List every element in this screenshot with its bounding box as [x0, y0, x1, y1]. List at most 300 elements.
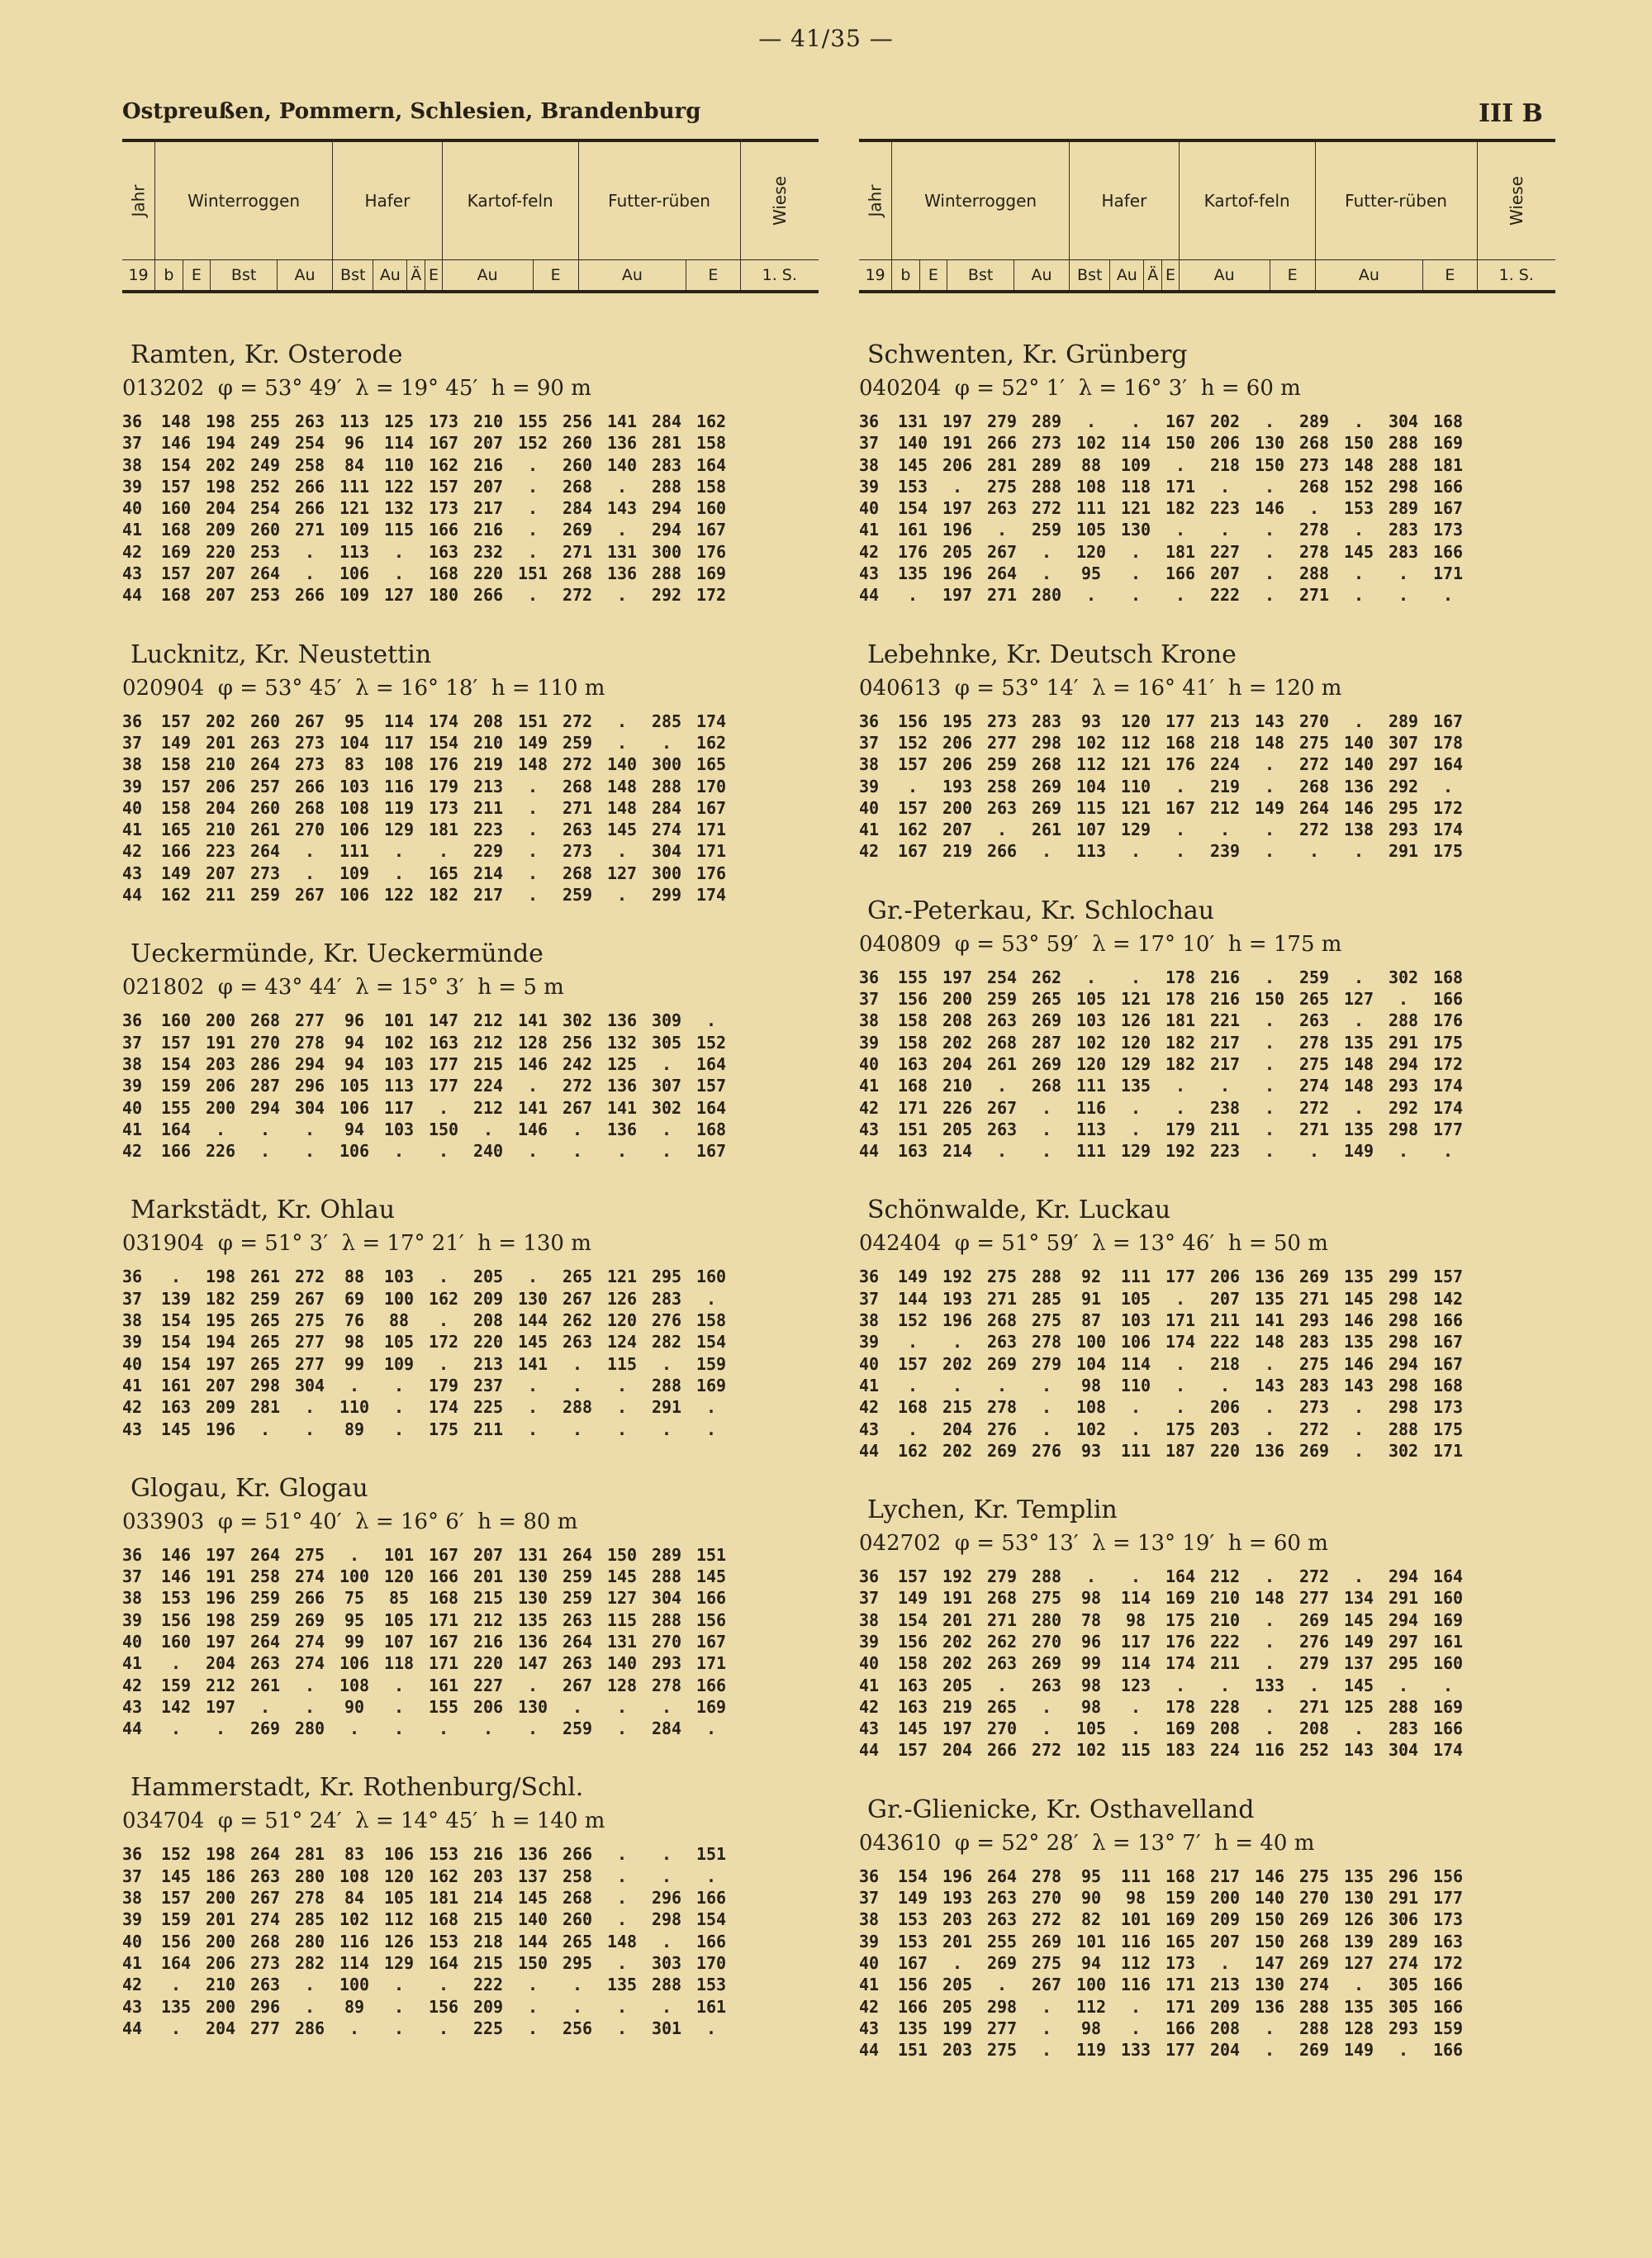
value-cell: .: [616, 1419, 628, 1439]
value-cell: 154: [160, 1310, 192, 1331]
value-cell: 219: [942, 841, 973, 862]
value-cell: 216: [472, 520, 504, 540]
value-cell: 162: [695, 732, 727, 753]
value-cell: 216: [472, 1844, 504, 1865]
year-cell: 37: [122, 433, 143, 454]
value-cell: 175: [1432, 1419, 1464, 1439]
value-cell: 298: [986, 1996, 1018, 2017]
value-cell: 166: [1432, 1718, 1464, 1739]
value-cell: 167: [1432, 711, 1464, 731]
value-cell: 280: [294, 1866, 325, 1886]
value-cell: 140: [606, 1653, 638, 1674]
value-cell: 201: [205, 732, 236, 753]
value-cell: 222: [1209, 1332, 1241, 1352]
value-cell: 163: [160, 1397, 192, 1418]
value-cell: 212: [472, 1032, 504, 1053]
value-cell: 263: [249, 732, 281, 753]
value-cell: 110: [1120, 1375, 1151, 1395]
value-cell: 169: [1432, 433, 1464, 454]
value-cell: 155: [428, 1696, 459, 1717]
value-cell: 172: [1432, 797, 1464, 818]
value-cell: 268: [986, 1032, 1018, 1053]
value-cell: 164: [160, 1952, 192, 1973]
value-cell: .: [616, 1866, 628, 1886]
value-cell: 258: [986, 776, 1018, 796]
year-cell: 36: [859, 967, 880, 987]
value-cell: 162: [897, 1440, 928, 1461]
value-cell: 159: [160, 1909, 192, 1930]
value-cell: .: [907, 776, 919, 796]
value-cell: 152: [1343, 476, 1374, 497]
value-cell: .: [1353, 1097, 1365, 1118]
header-hafer: Hafer: [1070, 140, 1180, 260]
value-cell: 239: [1209, 841, 1241, 862]
value-cell: 182: [1165, 1053, 1196, 1074]
value-cell: 200: [942, 797, 973, 818]
value-cell: 159: [695, 1353, 727, 1374]
value-cell: 175: [1165, 1609, 1196, 1630]
year-cell: 44: [859, 585, 880, 606]
value-cell: 117: [383, 1097, 415, 1118]
value-cell: .: [170, 1267, 182, 1287]
value-cell: 128: [517, 1032, 548, 1053]
year-cell: 37: [859, 1588, 880, 1609]
value-cell: 277: [294, 1353, 325, 1374]
value-cell: 209: [1209, 1996, 1241, 2017]
value-cell: 200: [942, 989, 973, 1010]
value-cell: 275: [986, 476, 1018, 497]
value-cell: 142: [1432, 1288, 1464, 1309]
value-cell: 150: [1254, 1909, 1285, 1930]
station-section: [859, 1195, 1555, 1462]
value-cell: 112: [383, 1909, 415, 1930]
value-cell: 168: [1432, 967, 1464, 987]
value-cell: .: [349, 1544, 360, 1565]
value-cell: .: [1264, 1397, 1275, 1418]
value-cell: 150: [1343, 433, 1374, 454]
value-cell: 161: [897, 520, 928, 540]
year-cell: 38: [122, 1588, 143, 1609]
value-cell: 213: [472, 1353, 504, 1374]
value-cell: .: [661, 1696, 672, 1717]
value-cell: .: [1264, 754, 1275, 775]
station-coordinates: 040809 φ = 53° 59′ λ = 17° 10′ h = 175 m: [859, 931, 1342, 957]
value-cell: 211: [472, 797, 504, 818]
table-header-right: [859, 139, 1555, 293]
value-cell: 254: [986, 967, 1018, 987]
value-cell: 263: [562, 1609, 593, 1630]
table-row: [859, 1696, 1555, 1718]
value-cell: .: [527, 1076, 539, 1096]
value-cell: 113: [339, 411, 370, 431]
value-cell: 137: [1343, 1653, 1374, 1674]
value-cell: 298: [249, 1375, 281, 1395]
value-cell: 269: [1031, 776, 1062, 796]
value-cell: 268: [562, 776, 593, 796]
table-row: [122, 1566, 819, 1587]
value-cell: 120: [383, 1866, 415, 1886]
table-row: [859, 819, 1555, 840]
year-cell: 40: [122, 1353, 143, 1374]
value-cell: 269: [986, 1952, 1018, 1973]
value-cell: 227: [472, 1675, 504, 1695]
value-cell: 102: [1075, 433, 1107, 454]
value-cell: .: [996, 1975, 1008, 1995]
year-cell: 42: [122, 1397, 143, 1418]
value-cell: 206: [942, 454, 973, 475]
value-cell: 237: [472, 1375, 504, 1395]
table-row: [859, 584, 1555, 606]
value-cell: 176: [897, 541, 928, 562]
value-cell: 121: [1120, 989, 1151, 1010]
value-cell: 197: [942, 498, 973, 519]
value-cell: 261: [249, 820, 281, 840]
value-cell: 124: [606, 1332, 638, 1352]
value-cell: 158: [160, 797, 192, 818]
value-cell: .: [1130, 967, 1142, 987]
value-cell: 281: [986, 454, 1018, 475]
value-cell: 112: [1075, 1996, 1107, 2017]
value-cell: 208: [1209, 1718, 1241, 1739]
value-cell: 287: [1031, 1032, 1062, 1053]
value-cell: 164: [695, 1097, 727, 1118]
value-cell: 83: [344, 1844, 365, 1865]
value-cell: 150: [1254, 1931, 1285, 1951]
value-cell: 156: [160, 1931, 192, 1951]
value-cell: 159: [1165, 1888, 1196, 1909]
value-cell: 264: [249, 841, 281, 862]
value-cell: 266: [294, 585, 325, 606]
value-cell: 174: [428, 1397, 459, 1418]
value-cell: 293: [1388, 1076, 1419, 1096]
value-cell: 223: [205, 841, 236, 862]
value-cell: 288: [562, 1397, 593, 1418]
value-cell: 238: [1209, 1097, 1241, 1118]
table-row: [122, 1010, 819, 1031]
value-cell: 178: [1165, 967, 1196, 987]
value-cell: 269: [1031, 1010, 1062, 1031]
value-cell: 113: [383, 1076, 415, 1096]
table-row: [122, 1587, 819, 1609]
value-cell: 146: [1254, 498, 1285, 519]
table-row: [859, 1419, 1555, 1440]
value-cell: 304: [651, 1588, 682, 1609]
year-cell: 40: [859, 1653, 880, 1674]
value-cell: 283: [651, 1288, 682, 1309]
value-cell: 267: [562, 1675, 593, 1695]
value-cell: 173: [1432, 1909, 1464, 1930]
value-cell: 175: [1165, 1419, 1196, 1439]
value-cell: 114: [1120, 1653, 1151, 1674]
value-cell: 261: [249, 1267, 281, 1287]
value-cell: 289: [1031, 411, 1062, 431]
value-cell: 105: [1120, 1288, 1151, 1309]
value-cell: 259: [249, 1288, 281, 1309]
value-cell: 262: [562, 1310, 593, 1331]
station-coordinates: 013202 φ = 53° 49′ λ = 19° 45′ h = 90 m: [122, 376, 591, 401]
value-cell: .: [1175, 1675, 1186, 1695]
left-column: [122, 139, 819, 2039]
value-cell: .: [1264, 1353, 1275, 1374]
value-cell: 207: [205, 863, 236, 883]
value-cell: 305: [1388, 1996, 1419, 2017]
value-cell: 266: [294, 476, 325, 497]
value-cell: 149: [897, 1588, 928, 1609]
value-cell: 288: [651, 776, 682, 796]
value-cell: .: [527, 2018, 539, 2038]
station-section: [122, 1772, 819, 2039]
value-cell: 278: [1298, 541, 1330, 562]
value-cell: 114: [339, 1952, 370, 1973]
value-cell: 120: [1120, 711, 1151, 731]
value-cell: 169: [695, 563, 727, 584]
value-cell: 166: [160, 841, 192, 862]
value-cell: 270: [1298, 1888, 1330, 1909]
value-cell: 266: [294, 498, 325, 519]
value-cell: 89: [344, 1419, 365, 1439]
value-cell: 214: [472, 863, 504, 883]
value-cell: 259: [562, 1566, 593, 1587]
value-cell: 201: [205, 1909, 236, 1930]
value-cell: 288: [1298, 2018, 1330, 2038]
value-cell: 269: [986, 1440, 1018, 1461]
value-cell: 151: [695, 1844, 727, 1865]
value-cell: 265: [249, 1310, 281, 1331]
value-cell: 127: [1343, 1952, 1374, 1973]
value-cell: 108: [339, 1675, 370, 1695]
table-row: [122, 797, 819, 819]
value-cell: 263: [562, 1332, 593, 1352]
value-cell: 259: [249, 1588, 281, 1609]
year-cell: 37: [859, 1288, 880, 1309]
value-cell: .: [616, 1375, 628, 1395]
value-cell: 98: [1080, 1696, 1102, 1717]
value-cell: .: [661, 1119, 672, 1139]
value-cell: 269: [1298, 1909, 1330, 1930]
value-cell: 183: [1165, 1740, 1196, 1761]
value-cell: 158: [897, 1032, 928, 1053]
value-cell: 169: [695, 1696, 727, 1717]
year-cell: 36: [122, 1544, 143, 1565]
year-cell: 38: [859, 754, 880, 775]
value-cell: 148: [517, 754, 548, 775]
table-row: [122, 1288, 819, 1310]
value-cell: 283: [651, 454, 682, 475]
value-cell: .: [1264, 1653, 1275, 1674]
table-row: [122, 454, 819, 476]
table-row: [859, 1909, 1555, 1930]
value-cell: 207: [1209, 563, 1241, 584]
value-cell: .: [1130, 1696, 1142, 1717]
value-cell: .: [527, 1375, 539, 1395]
value-cell: 207: [205, 563, 236, 584]
value-cell: 288: [1298, 1996, 1330, 2017]
value-cell: 268: [249, 1931, 281, 1951]
value-cell: 281: [651, 433, 682, 454]
value-cell: 136: [606, 1119, 638, 1139]
value-cell: 158: [897, 1653, 928, 1674]
value-cell: .: [304, 541, 316, 562]
value-cell: 210: [1209, 1588, 1241, 1609]
value-cell: 264: [562, 1544, 593, 1565]
value-cell: 143: [1254, 1375, 1285, 1395]
value-cell: 111: [339, 841, 370, 862]
value-cell: 264: [249, 1844, 281, 1865]
value-cell: 166: [1432, 2040, 1464, 2061]
value-cell: 69: [344, 1288, 365, 1309]
value-cell: 167: [695, 1141, 727, 1162]
value-cell: 120: [1075, 1053, 1107, 1074]
value-cell: 198: [205, 1844, 236, 1865]
value-cell: 116: [1120, 1931, 1151, 1951]
value-cell: 160: [1432, 1653, 1464, 1674]
value-cell: 161: [695, 1996, 727, 2017]
value-cell: 137: [517, 1866, 548, 1886]
value-cell: 304: [1388, 411, 1419, 431]
value-cell: 293: [1298, 1310, 1330, 1331]
value-cell: 113: [1075, 1119, 1107, 1139]
value-cell: 266: [986, 433, 1018, 454]
value-cell: 271: [986, 585, 1018, 606]
value-cell: 131: [606, 541, 638, 562]
value-cell: 103: [1075, 1010, 1107, 1031]
year-cell: 43: [122, 563, 143, 584]
value-cell: 152: [897, 732, 928, 753]
value-cell: 272: [1031, 498, 1062, 519]
table-row: [859, 732, 1555, 753]
value-cell: 105: [1075, 520, 1107, 540]
value-cell: 166: [695, 1675, 727, 1695]
value-cell: 82: [1080, 1909, 1102, 1930]
value-cell: 143: [1343, 1375, 1374, 1395]
year-cell: 40: [859, 498, 880, 519]
value-cell: .: [304, 1141, 316, 1162]
value-cell: 169: [1432, 1609, 1464, 1630]
value-cell: 121: [1120, 498, 1151, 519]
value-cell: 304: [294, 1097, 325, 1118]
value-cell: .: [1264, 967, 1275, 987]
value-cell: 268: [249, 1010, 281, 1031]
year-cell: 39: [122, 776, 143, 796]
table-row: [122, 1353, 819, 1375]
value-cell: 295: [1388, 1653, 1419, 1674]
value-cell: 176: [428, 754, 459, 775]
value-cell: .: [1353, 1566, 1365, 1587]
value-cell: .: [661, 1844, 672, 1865]
value-cell: 157: [160, 776, 192, 796]
value-cell: 260: [249, 711, 281, 731]
value-cell: 204: [205, 1653, 236, 1674]
value-cell: 109: [339, 520, 370, 540]
value-cell: 288: [651, 1975, 682, 1995]
value-cell: 177: [1165, 1267, 1196, 1287]
value-cell: 260: [562, 433, 593, 454]
value-cell: 159: [1432, 2018, 1464, 2038]
value-cell: 113: [339, 541, 370, 562]
value-cell: 219: [942, 1696, 973, 1717]
value-cell: 116: [383, 776, 415, 796]
value-cell: 148: [606, 797, 638, 818]
value-cell: 215: [942, 1397, 973, 1418]
value-cell: 94: [1080, 1952, 1102, 1973]
value-cell: 135: [1343, 1332, 1374, 1352]
value-cell: 294: [1388, 1353, 1419, 1374]
value-cell: 300: [651, 863, 682, 883]
value-cell: 268: [562, 476, 593, 497]
value-cell: 171: [695, 820, 727, 840]
value-cell: 273: [1298, 454, 1330, 475]
year-cell: 38: [122, 454, 143, 475]
value-cell: 166: [1432, 989, 1464, 1010]
value-cell: 100: [1075, 1332, 1107, 1352]
value-cell: 267: [249, 1888, 281, 1909]
value-cell: 143: [1343, 1740, 1374, 1761]
year-cell: 44: [122, 1718, 143, 1739]
table-row: [122, 840, 819, 862]
value-cell: .: [1130, 585, 1142, 606]
year-cell: 38: [859, 1010, 880, 1031]
value-cell: 164: [160, 1119, 192, 1139]
value-cell: 168: [1432, 411, 1464, 431]
value-cell: 264: [986, 563, 1018, 584]
value-cell: .: [393, 1975, 405, 1995]
value-cell: 288: [651, 1375, 682, 1395]
value-cell: 141: [606, 1097, 638, 1118]
value-cell: .: [616, 476, 628, 497]
value-cell: 257: [249, 776, 281, 796]
value-cell: .: [616, 520, 628, 540]
value-cell: 126: [606, 1288, 638, 1309]
value-cell: .: [304, 863, 316, 883]
value-cell: 166: [1432, 541, 1464, 562]
value-cell: 120: [1075, 541, 1107, 562]
value-cell: 146: [517, 1119, 548, 1139]
value-cell: 162: [695, 411, 727, 431]
value-cell: 112: [1120, 1952, 1151, 1973]
table-row: [122, 1375, 819, 1396]
value-cell: 268: [562, 863, 593, 883]
value-cell: 132: [383, 498, 415, 519]
value-cell: 153: [1343, 498, 1374, 519]
value-cell: 200: [205, 1097, 236, 1118]
value-cell: 165: [695, 754, 727, 775]
value-cell: 146: [160, 1566, 192, 1587]
sub-header: Bst: [1070, 260, 1110, 292]
value-cell: 132: [606, 1032, 638, 1053]
value-cell: 110: [383, 454, 415, 475]
value-cell: 96: [1080, 1631, 1102, 1652]
value-cell: 108: [383, 754, 415, 775]
value-cell: 299: [651, 885, 682, 906]
value-cell: 284: [651, 797, 682, 818]
value-cell: .: [1308, 498, 1320, 519]
value-cell: 256: [562, 1032, 593, 1053]
value-cell: 226: [942, 1097, 973, 1118]
year-cell: 36: [122, 711, 143, 731]
value-cell: 301: [651, 2018, 682, 2038]
year-cell: 44: [859, 1141, 880, 1162]
value-cell: .: [1442, 776, 1454, 796]
value-cell: 121: [606, 1267, 638, 1287]
value-cell: 215: [472, 1909, 504, 1930]
year-cell: 40: [122, 797, 143, 818]
value-cell: 224: [472, 1076, 504, 1096]
value-cell: 212: [472, 1609, 504, 1630]
year-cell: 44: [859, 2040, 880, 2061]
value-cell: 88: [388, 1310, 410, 1331]
value-cell: 136: [517, 1631, 548, 1652]
value-cell: .: [572, 1375, 583, 1395]
